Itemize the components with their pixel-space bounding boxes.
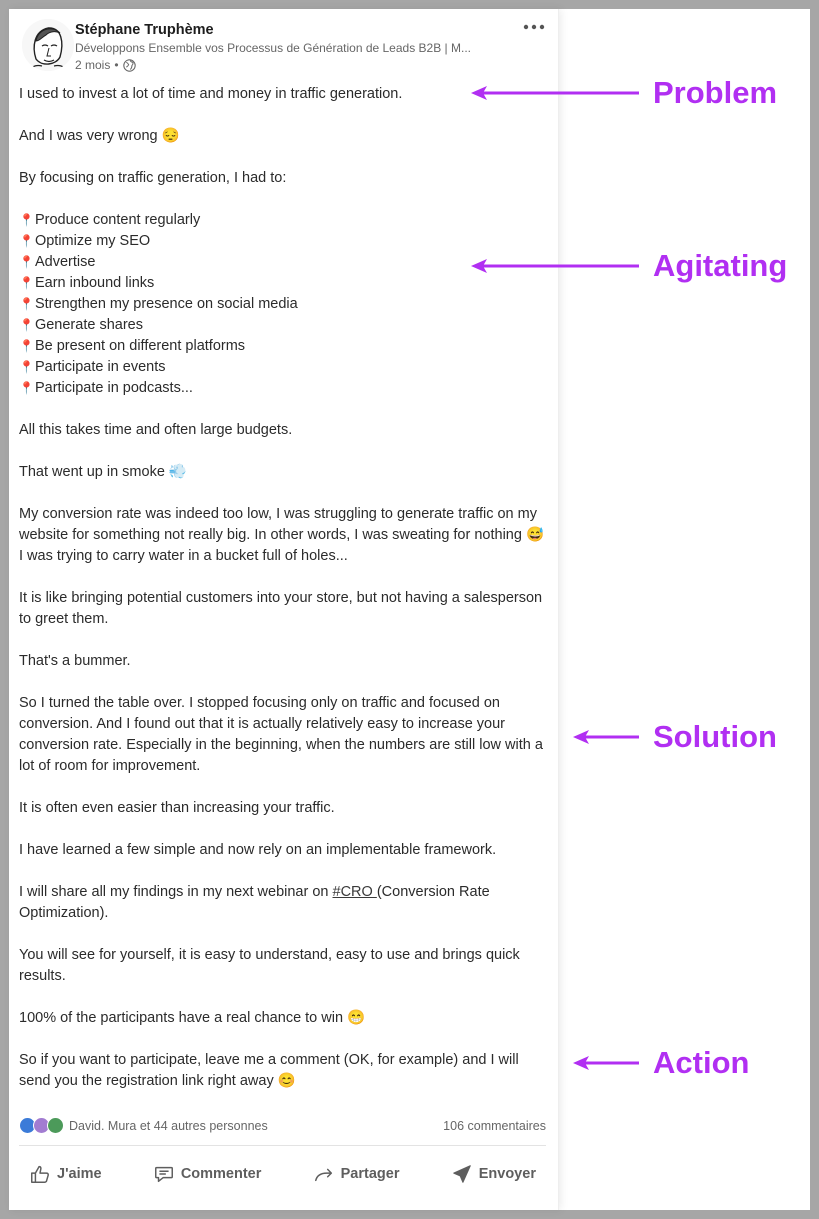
pin-marker: 📍 bbox=[19, 318, 34, 332]
list-item: 📍Earn inbound links bbox=[19, 275, 155, 291]
left-arrow-icon bbox=[573, 1051, 641, 1075]
task-list bbox=[19, 210, 544, 399]
hashtag-link[interactable]: #CRO bbox=[332, 884, 377, 900]
author-sketch-portrait bbox=[22, 19, 74, 71]
post-paragraph: I have learned a few simple and now rely on an implementable framework. bbox=[19, 842, 497, 858]
pin-marker: 📍 bbox=[19, 255, 34, 269]
post-paragraph: You will see for yourself, it is easy to understand, easy to use and brings quick results. bbox=[19, 947, 520, 984]
comment-button[interactable] bbox=[143, 1157, 272, 1191]
post-time: 2 mois bbox=[75, 58, 111, 72]
annotation-agitating bbox=[471, 248, 787, 284]
comment-label: Commenter bbox=[180, 1166, 262, 1182]
support-reaction-icon bbox=[47, 1117, 64, 1134]
pin-marker: 📍 bbox=[19, 213, 34, 227]
left-arrow-icon bbox=[471, 254, 641, 278]
send-label: Envoyer bbox=[478, 1166, 536, 1182]
annotation-label: Solution bbox=[653, 719, 777, 754]
list-item: 📍Produce content regularly bbox=[19, 212, 201, 228]
thumbs-up-icon bbox=[29, 1163, 51, 1185]
pin-marker: 📍 bbox=[19, 339, 34, 353]
comments-count[interactable]: 106 commentaires bbox=[443, 1119, 546, 1133]
post-meta bbox=[75, 58, 136, 72]
annotation-problem bbox=[471, 75, 777, 111]
share-button[interactable] bbox=[303, 1157, 410, 1191]
author-name[interactable]: Stéphane Truphème bbox=[75, 22, 214, 38]
post-paragraph: So if you want to participate, leave me a comment (OK, for example) and I will send you the registration link right away 😊 bbox=[19, 1052, 519, 1089]
annotation-solution bbox=[573, 719, 777, 755]
post-paragraph: I used to invest a lot of time and money in traffic generation. bbox=[19, 86, 403, 102]
webinar-paragraph: I will share all my findings in my next webinar on #CRO (Conversion Rate Optimization). bbox=[19, 884, 490, 921]
list-item: 📍Strengthen my presence on social media bbox=[19, 296, 298, 312]
annotation-label: Agitating bbox=[653, 248, 788, 283]
post-paragraph: That's a bummer. bbox=[19, 653, 131, 669]
reactions-summary[interactable] bbox=[19, 1117, 268, 1134]
avatar[interactable] bbox=[22, 19, 74, 71]
pin-marker: 📍 bbox=[19, 360, 34, 374]
list-item: 📍Participate in events bbox=[19, 359, 166, 375]
like-label: J'aime bbox=[57, 1166, 102, 1182]
annotation-label: Problem bbox=[653, 75, 778, 110]
pin-marker: 📍 bbox=[19, 234, 34, 248]
post-paragraph: That went up in smoke 💨 bbox=[19, 464, 187, 480]
divider bbox=[19, 1145, 546, 1146]
send-paper-plane-icon bbox=[451, 1163, 473, 1185]
reaction-icons bbox=[19, 1117, 61, 1134]
annotation-label: Action bbox=[653, 1045, 750, 1080]
separator-dot: • bbox=[114, 58, 119, 72]
left-arrow-icon bbox=[573, 725, 641, 749]
post-paragraph: And I was very wrong 😔 bbox=[19, 128, 180, 144]
post-paragraph: By focusing on traffic generation, I had to: bbox=[19, 170, 287, 186]
list-item: 📍Advertise bbox=[19, 254, 96, 270]
share-label: Partager bbox=[340, 1166, 400, 1182]
annotation-action bbox=[573, 1045, 749, 1081]
post-paragraph: It is often even easier than increasing your traffic. bbox=[19, 800, 335, 816]
post-paragraph: It is like bringing potential customers into your store, but not having a salesperson to greet them. bbox=[19, 590, 543, 627]
reactions-text: David. Mura et 44 autres personnes bbox=[69, 1118, 268, 1133]
comment-icon bbox=[153, 1163, 175, 1185]
share-arrow-icon bbox=[313, 1163, 335, 1185]
post-paragraph: All this takes time and often large budgets. bbox=[19, 422, 293, 438]
post-paragraph: So I turned the table over. I stopped focusing only on traffic and focused on conversion. And I found out that it is actually relatively easy to increase your conversion rate. Especially in the beginning, when the numbers are still low with a lot of room for improvement. bbox=[19, 695, 543, 774]
post-actions bbox=[19, 1157, 546, 1191]
list-item: 📍Be present on different platforms bbox=[19, 338, 246, 354]
canvas bbox=[9, 9, 810, 1210]
like-button[interactable] bbox=[19, 1157, 112, 1191]
post-body bbox=[19, 84, 544, 1113]
list-item: 📍Generate shares bbox=[19, 317, 143, 333]
list-item: 📍Optimize my SEO bbox=[19, 233, 151, 249]
send-button[interactable] bbox=[441, 1157, 546, 1191]
globe-icon bbox=[123, 59, 136, 72]
list-item: 📍Participate in podcasts... bbox=[19, 380, 193, 396]
linkedin-post bbox=[9, 9, 559, 1210]
left-arrow-icon bbox=[471, 81, 641, 105]
post-paragraph: My conversion rate was indeed too low, I was struggling to generate traffic on my website for something not really big. In other words, I was sweating for nothing 😅 I was trying to carry water in a bucket full of holes... bbox=[19, 506, 545, 564]
pin-marker: 📍 bbox=[19, 276, 34, 290]
more-options-icon bbox=[520, 17, 548, 37]
more-options-button[interactable] bbox=[520, 17, 548, 37]
pin-marker: 📍 bbox=[19, 297, 34, 311]
post-paragraph: 100% of the participants have a real chance to win 😁 bbox=[19, 1010, 366, 1026]
author-headline: Développons Ensemble vos Processus de Génération de Leads B2B | M... bbox=[75, 41, 472, 55]
pin-marker: 📍 bbox=[19, 381, 34, 395]
